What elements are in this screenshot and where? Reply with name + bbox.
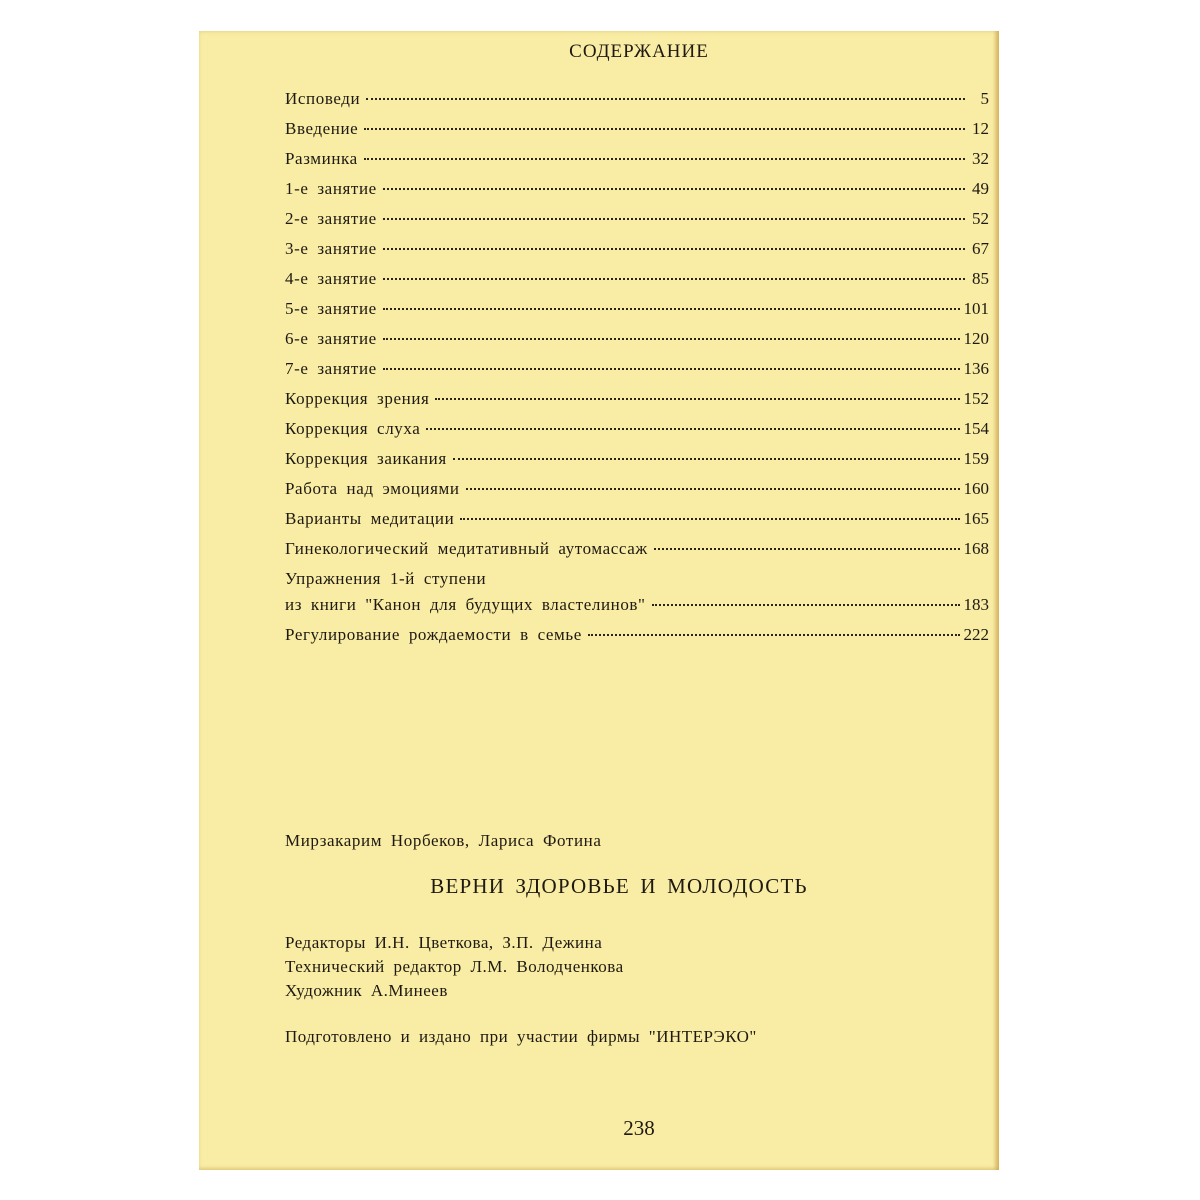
toc-entry xyxy=(285,536,989,566)
book-title: ВЕРНИ ЗДОРОВЬЕ И МОЛОДОСТЬ xyxy=(430,874,808,898)
toc-leader-dots xyxy=(383,308,960,310)
artist-line: Художник А.Минеев xyxy=(285,981,448,1000)
toc-entry-page: 32 xyxy=(972,149,989,168)
toc-entry-title: Коррекция слуха xyxy=(285,419,421,438)
toc-entry-page: 152 xyxy=(963,389,989,408)
toc-entry xyxy=(285,446,989,476)
toc-leader-dots xyxy=(364,158,965,160)
toc-entry-page: 168 xyxy=(963,539,989,558)
toc-entry-title: Работа над эмоциями xyxy=(285,479,460,498)
toc-entry xyxy=(285,146,989,176)
toc-entry-title: Гинекологический медитативный аутомассаж xyxy=(285,539,648,558)
toc-entry xyxy=(285,266,989,296)
toc-entry-page: 136 xyxy=(963,359,989,378)
toc-entry-page: 120 xyxy=(963,329,989,348)
toc-entry-page: 101 xyxy=(963,299,989,318)
toc-entry-title: Введение xyxy=(285,119,359,138)
toc-entry-title-line2: из книги "Канон для будущих властелинов" xyxy=(285,595,646,614)
toc-entry-title: 5-е занятие xyxy=(285,299,377,318)
toc-leader-dots xyxy=(460,518,959,520)
toc-leader-dots xyxy=(383,188,965,190)
toc-entry xyxy=(285,116,989,146)
toc-entry-title: Коррекция заикания xyxy=(285,449,447,468)
toc-entry-page: 183 xyxy=(963,595,989,614)
credits-block xyxy=(285,931,624,1003)
toc-entry-page: 159 xyxy=(963,449,989,468)
toc-entry-title: Разминка xyxy=(285,149,358,168)
toc-entry-title: Коррекция зрения xyxy=(285,389,430,408)
toc-leader-dots xyxy=(652,604,960,606)
toc-entry xyxy=(285,206,989,236)
editors-line: Редакторы И.Н. Цветкова, З.П. Дежина xyxy=(285,933,603,952)
toc-entry xyxy=(285,386,989,416)
toc-entry xyxy=(285,356,989,386)
toc-entry xyxy=(285,236,989,266)
toc-leader-dots xyxy=(383,248,965,250)
page-number: 238 xyxy=(623,1116,655,1140)
toc-entry-title: 3-е занятие xyxy=(285,239,377,258)
toc-entry-title: 4-е занятие xyxy=(285,269,377,288)
toc-entry-page: 154 xyxy=(963,419,989,438)
toc-entry-page: 85 xyxy=(972,269,989,288)
toc-entry-title: 6-е занятие xyxy=(285,329,377,348)
toc-leader-dots xyxy=(588,634,960,636)
toc-leader-dots xyxy=(383,368,960,370)
toc-entry xyxy=(285,622,989,652)
toc-leader-dots xyxy=(654,548,960,550)
toc-leader-dots xyxy=(383,338,960,340)
toc-leader-dots xyxy=(466,488,960,490)
tech-editor-line: Технический редактор Л.М. Володченкова xyxy=(285,957,624,976)
book-page xyxy=(199,31,999,1170)
toc-entry-continuation xyxy=(285,592,989,618)
toc-entry xyxy=(285,416,989,446)
toc-entry xyxy=(285,506,989,536)
toc-entry-page: 160 xyxy=(963,479,989,498)
toc-entry xyxy=(285,296,989,326)
toc-leader-dots xyxy=(453,458,960,460)
table-of-contents xyxy=(285,86,989,652)
toc-entry-title: 7-е занятие xyxy=(285,359,377,378)
toc-entry-page: 5 xyxy=(980,89,989,108)
toc-entry xyxy=(285,176,989,206)
toc-entry-page: 222 xyxy=(963,625,989,644)
toc-leader-dots xyxy=(426,428,959,430)
toc-leader-dots xyxy=(383,278,965,280)
publisher-note: Подготовлено и издано при участии фирмы "ИНТЕРЭКО" xyxy=(285,1027,757,1046)
toc-entry-page: 52 xyxy=(972,209,989,228)
toc-entry-page: 12 xyxy=(972,119,989,138)
toc-leader-dots xyxy=(383,218,965,220)
toc-entry-title: 2-е занятие xyxy=(285,209,377,228)
toc-heading: СОДЕРЖАНИЕ xyxy=(569,41,709,62)
toc-entry xyxy=(285,86,989,116)
toc-entry-page: 67 xyxy=(972,239,989,258)
page-edge-shadow xyxy=(993,31,999,1170)
toc-entry xyxy=(285,476,989,506)
toc-entry-title: 1-е занятие xyxy=(285,179,377,198)
toc-entry-title: Регулирование рождаемости в семье xyxy=(285,625,582,644)
toc-entry-title: Упражнения 1-й ступени xyxy=(285,569,487,588)
toc-entry-title: Исповеди xyxy=(285,89,361,108)
toc-entry xyxy=(285,566,989,622)
toc-leader-dots xyxy=(366,98,965,100)
authors-line: Мирзакарим Норбеков, Лариса Фотина xyxy=(285,831,602,850)
toc-entry-title: Варианты медитации xyxy=(285,509,455,528)
toc-entry-page: 49 xyxy=(972,179,989,198)
toc-entry-page: 165 xyxy=(963,509,989,528)
toc-leader-dots xyxy=(364,128,965,130)
toc-entry xyxy=(285,326,989,356)
toc-leader-dots xyxy=(435,398,959,400)
